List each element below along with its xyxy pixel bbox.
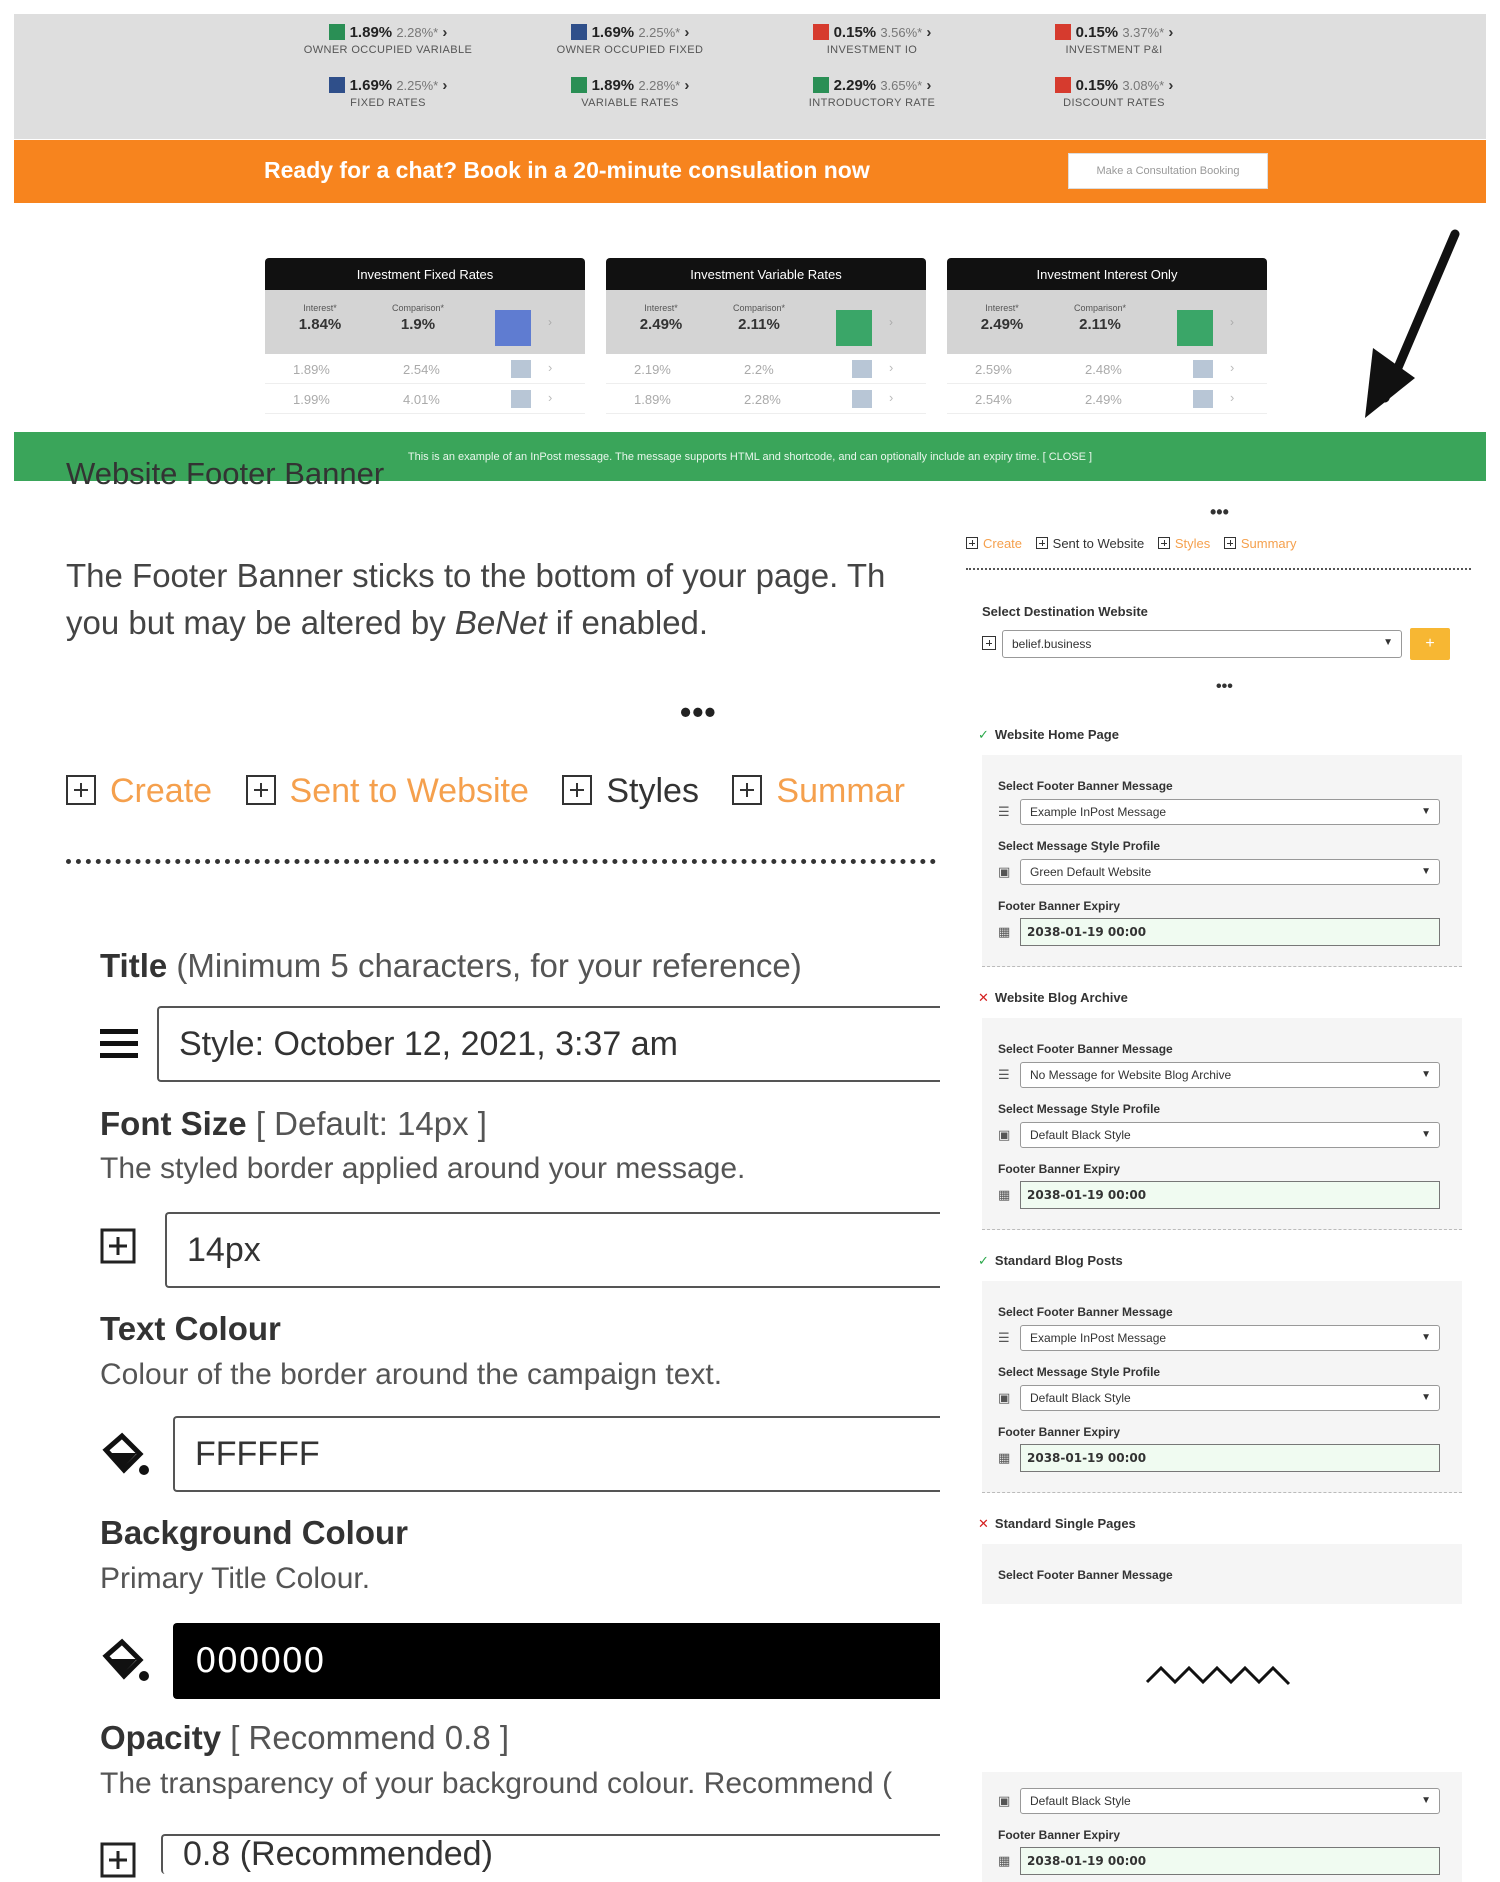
section-settings — [982, 1544, 1462, 1604]
rate-table-title: Investment Interest Only — [947, 258, 1267, 290]
chevron-right-icon: › — [684, 77, 690, 94]
section-settings-tail — [982, 1772, 1462, 1882]
editor-tabs — [66, 772, 929, 811]
rate-table-summary[interactable]: Interest* 2.49% Comparison* 2.11% › — [947, 290, 1267, 354]
cross-icon: ✕ — [978, 990, 989, 1005]
rate-flag-icon — [813, 77, 829, 93]
rate-table-row[interactable]: 1.99% 4.01% › — [265, 384, 585, 414]
inpost-message-bar[interactable]: This is an example of an InPost message. The message supports HTML and shortcode, and can optionally include an expiry time. [ CLOSE ] — [14, 432, 1486, 481]
text-colour-label: Text Colour — [100, 1310, 281, 1347]
chevron-down-icon: ▼ — [1421, 1129, 1431, 1140]
rate-value: 0.15% — [833, 24, 877, 41]
chevron-right-icon: › — [1230, 315, 1234, 329]
rate-item[interactable] — [278, 77, 498, 109]
chevron-down-icon: ▼ — [1421, 1069, 1431, 1080]
plus-box-icon — [732, 775, 762, 805]
rate-table-row[interactable]: 1.89% 2.28% › — [606, 384, 926, 414]
plus-box-icon — [246, 775, 276, 805]
tab-styles[interactable]: Styles — [562, 772, 699, 811]
rate-label: INVESTMENT P&I — [1065, 44, 1163, 56]
paint-bucket-icon — [100, 1432, 150, 1478]
tab-summary[interactable]: Summary — [1224, 536, 1297, 551]
rate-value: 1.89% — [591, 77, 635, 94]
zigzag-break-icon — [1145, 1662, 1291, 1688]
lender-logo-icon — [1193, 360, 1213, 378]
plus-box-icon — [100, 1228, 136, 1264]
message-label: Select Footer Banner Message — [998, 1305, 1173, 1319]
rate-table-title: Investment Variable Rates — [606, 258, 926, 290]
rate-item[interactable] — [278, 24, 498, 56]
rate-comparison: 3.08%* — [1122, 78, 1165, 93]
rate-flag-icon — [329, 24, 345, 40]
opacity-label: Opacity [ Recommend 0.8 ] — [100, 1719, 510, 1756]
rate-comparison: 3.37%* — [1122, 25, 1165, 40]
rate-table-title: Investment Fixed Rates — [265, 258, 585, 290]
message-label: Select Footer Banner Message — [998, 1568, 1173, 1582]
destination-website-label: Select Destination Website — [982, 604, 1148, 619]
style-select[interactable]: Green Default Website ▼ — [1020, 859, 1440, 885]
rate-item[interactable] — [520, 24, 740, 56]
arrow-down-left-icon — [1355, 228, 1465, 428]
section-settings — [982, 1018, 1462, 1230]
tab-sent-to-website[interactable]: Sent to Website — [246, 772, 529, 811]
calendar-icon: ▦ — [998, 924, 1011, 939]
rate-label: DISCOUNT RATES — [1063, 97, 1165, 109]
list-icon: ☰ — [998, 804, 1010, 819]
check-icon: ✓ — [978, 1253, 989, 1268]
lender-logo-icon — [511, 390, 531, 408]
rate-flag-icon — [1055, 77, 1071, 93]
rate-value: 1.69% — [349, 77, 393, 94]
rate-flag-icon — [571, 24, 587, 40]
expiry-input[interactable]: 2038-01-19 00:00 — [1020, 918, 1440, 946]
rate-label: FIXED RATES — [350, 97, 426, 109]
rate-value: 0.15% — [1075, 77, 1119, 94]
rate-table — [265, 258, 585, 414]
section-header[interactable]: ✕ Standard Single Pages — [978, 1516, 1136, 1531]
lender-badge-icon — [836, 310, 872, 346]
lender-logo-icon — [511, 360, 531, 378]
plus-box-icon — [1158, 537, 1170, 549]
chevron-down-icon: ▼ — [1421, 866, 1431, 877]
lender-logo-icon — [852, 390, 872, 408]
rate-comparison: 2.25%* — [396, 78, 439, 93]
rate-table-row[interactable]: 1.89% 2.54% › — [265, 354, 585, 384]
expiry-input[interactable]: 2038-01-19 00:00 — [1020, 1444, 1440, 1472]
message-label: Select Footer Banner Message — [998, 779, 1173, 793]
chevron-right-icon: › — [926, 24, 932, 41]
chevron-right-icon: › — [548, 390, 553, 405]
rate-item[interactable] — [1004, 24, 1224, 56]
chevron-right-icon: › — [1230, 360, 1235, 375]
chevron-down-icon: ▼ — [1421, 1795, 1431, 1806]
rate-table-row[interactable]: 2.54% 2.49% › — [947, 384, 1267, 414]
chevron-right-icon: › — [889, 315, 893, 329]
title-label: Title (Minimum 5 characters, for your reference) — [100, 947, 802, 984]
chevron-right-icon: › — [926, 77, 932, 94]
more-dots: ••• — [1216, 678, 1233, 695]
style-label: Select Message Style Profile — [998, 1102, 1161, 1116]
text-colour-input[interactable]: FFFFFF — [173, 1416, 1073, 1492]
rate-table-row[interactable]: 2.59% 2.48% › — [947, 354, 1267, 384]
chevron-right-icon: › — [1230, 390, 1235, 405]
style-label: Select Message Style Profile — [998, 839, 1161, 853]
plus-box-icon — [1224, 537, 1236, 549]
style-select[interactable]: Default Black Style ▼ — [1020, 1385, 1440, 1411]
style-select[interactable]: Default Black Style ▼ — [1020, 1788, 1440, 1814]
rate-value: 1.69% — [591, 24, 635, 41]
section-header[interactable]: ✓ Standard Blog Posts — [978, 1253, 1123, 1268]
more-dots: ••• — [1210, 502, 1229, 522]
background-colour-description: Primary Title Colour. — [100, 1562, 371, 1595]
chevron-right-icon: › — [442, 77, 448, 94]
section-header[interactable]: ✓ Website Home Page — [978, 727, 1119, 742]
consultation-booking-button[interactable]: Make a Consultation Booking — [1068, 153, 1268, 189]
chevron-right-icon: › — [1168, 77, 1174, 94]
tab-styles[interactable]: Styles — [1158, 536, 1210, 551]
intro-text: The Footer Banner sticks to the bottom of your page. Th you but may be altered by BeNet if enabled. — [66, 557, 886, 641]
style-label: Select Message Style Profile — [998, 1365, 1161, 1379]
plus-box-icon — [562, 775, 592, 805]
section-header[interactable]: ✕ Website Blog Archive — [978, 990, 1128, 1005]
expiry-label: Footer Banner Expiry — [998, 1828, 1121, 1842]
rate-flag-icon — [1055, 24, 1071, 40]
background-colour-input[interactable]: 000000 — [173, 1623, 1073, 1699]
destination-website-select[interactable]: belief.business ▼ — [1002, 630, 1402, 658]
rate-table — [606, 258, 926, 414]
rate-item[interactable] — [1004, 77, 1224, 109]
expiry-label: Footer Banner Expiry — [998, 1162, 1121, 1176]
chevron-right-icon: › — [684, 24, 690, 41]
consultation-banner — [14, 140, 1486, 203]
plus-box-icon — [66, 775, 96, 805]
add-destination-button[interactable]: + — [1410, 628, 1450, 660]
image-icon: ▣ — [998, 864, 1011, 879]
rate-value: 1.89% — [349, 24, 393, 41]
chevron-right-icon: › — [889, 360, 894, 375]
rate-label: OWNER OCCUPIED FIXED — [556, 44, 704, 56]
footer-banner-style-editor — [0, 456, 912, 1874]
background-colour-label: Background Colour — [100, 1514, 409, 1551]
section-settings — [982, 1281, 1462, 1493]
message-select[interactable]: Example InPost Message ▼ — [1020, 1325, 1440, 1351]
lender-badge-icon — [495, 310, 531, 346]
rate-table-summary[interactable]: Interest* 2.49% Comparison* 2.11% › — [606, 290, 926, 354]
chevron-down-icon: ▼ — [1421, 1392, 1431, 1403]
rate-item[interactable] — [762, 77, 982, 109]
style-select[interactable]: Default Black Style ▼ — [1020, 1122, 1440, 1148]
calendar-icon: ▦ — [998, 1450, 1011, 1465]
message-select[interactable]: No Message for Website Blog Archive ▼ — [1020, 1062, 1440, 1088]
calendar-icon: ▦ — [998, 1853, 1011, 1868]
cross-icon: ✕ — [978, 1516, 989, 1531]
rate-flag-icon — [813, 24, 829, 40]
plus-box-icon — [966, 537, 978, 549]
title-input[interactable]: Style: October 12, 2021, 3:37 am — [157, 1006, 1057, 1082]
font-size-label: Font Size [ Default: 14px ] — [100, 1105, 487, 1142]
tab-create[interactable]: Create — [966, 536, 1022, 551]
rate-comparison: 3.65%* — [880, 78, 923, 93]
rate-flag-icon — [571, 77, 587, 93]
section-settings — [982, 755, 1462, 967]
chevron-down-icon: ▼ — [1421, 806, 1431, 817]
list-icon: ☰ — [998, 1330, 1010, 1345]
rate-label: INVESTMENT IO — [826, 44, 918, 56]
tab-summary[interactable]: Summar — [732, 772, 904, 811]
rate-comparison: 2.25%* — [638, 25, 681, 40]
rate-table — [947, 258, 1267, 414]
plus-box-icon — [1036, 537, 1048, 549]
destination-settings-panel — [940, 482, 1500, 1874]
rate-comparison: 2.28%* — [396, 25, 439, 40]
expiry-input[interactable]: 2038-01-19 00:00 — [1020, 1847, 1440, 1875]
message-select[interactable]: Example InPost Message ▼ — [1020, 799, 1440, 825]
list-icon — [100, 1027, 140, 1061]
chevron-down-icon: ▼ — [1383, 637, 1393, 648]
rate-table-summary[interactable]: Interest* 1.84% Comparison* 1.9% › — [265, 290, 585, 354]
check-icon: ✓ — [978, 727, 989, 742]
image-icon: ▣ — [998, 1793, 1011, 1808]
rate-value: 0.15% — [1075, 24, 1119, 41]
message-label: Select Footer Banner Message — [998, 1042, 1173, 1056]
rate-comparison: 3.56%* — [880, 25, 923, 40]
image-icon: ▣ — [998, 1390, 1011, 1405]
image-icon: ▣ — [998, 1127, 1011, 1142]
section-heading: Website Footer Banner — [66, 456, 385, 491]
chevron-right-icon: › — [548, 360, 553, 375]
rate-label: OWNER OCCUPIED VARIABLE — [303, 44, 473, 56]
consultation-text: Ready for a chat? Book in a 20-minute consulation now — [264, 157, 870, 183]
calendar-icon: ▦ — [998, 1187, 1011, 1202]
rates-strip — [14, 14, 1486, 139]
rate-value: 2.29% — [833, 77, 877, 94]
text-colour-description: Colour of the border around the campaign text. — [100, 1358, 723, 1391]
opacity-input[interactable]: 0.8 (Recommended) — [161, 1834, 1061, 1874]
rate-table-row[interactable]: 2.19% 2.2% › — [606, 354, 926, 384]
tab-create[interactable]: Create — [66, 772, 212, 811]
list-icon: ☰ — [998, 1067, 1010, 1082]
rate-item[interactable] — [520, 77, 740, 109]
plus-box-icon — [100, 1842, 136, 1878]
panel-tabs — [966, 536, 1306, 551]
font-size-description: The styled border applied around your message. — [100, 1152, 746, 1185]
paint-bucket-icon — [100, 1638, 150, 1684]
rate-item[interactable] — [762, 24, 982, 56]
lender-badge-icon — [1177, 310, 1213, 346]
font-size-input[interactable]: 14px — [165, 1212, 1065, 1288]
lender-logo-icon — [852, 360, 872, 378]
divider — [966, 568, 1471, 570]
rate-flag-icon — [329, 77, 345, 93]
tab-sent-to-website[interactable]: Sent to Website — [1036, 536, 1145, 551]
chevron-right-icon: › — [889, 390, 894, 405]
chevron-right-icon: › — [548, 315, 552, 329]
chevron-down-icon: ▼ — [1421, 1332, 1431, 1343]
more-dots: ••• — [680, 694, 717, 730]
rate-label: INTRODUCTORY RATE — [808, 97, 936, 109]
expiry-label: Footer Banner Expiry — [998, 1425, 1121, 1439]
plus-box-icon — [982, 636, 996, 650]
chevron-right-icon: › — [442, 24, 448, 41]
lender-logo-icon — [1193, 390, 1213, 408]
expiry-label: Footer Banner Expiry — [998, 899, 1121, 913]
rate-comparison: 2.28%* — [638, 78, 681, 93]
expiry-input[interactable]: 2038-01-19 00:00 — [1020, 1181, 1440, 1209]
opacity-description: The transparency of your background colour. Recommend ( — [100, 1767, 893, 1800]
chevron-right-icon: › — [1168, 24, 1174, 41]
rate-label: VARIABLE RATES — [581, 97, 679, 109]
divider — [66, 859, 966, 864]
